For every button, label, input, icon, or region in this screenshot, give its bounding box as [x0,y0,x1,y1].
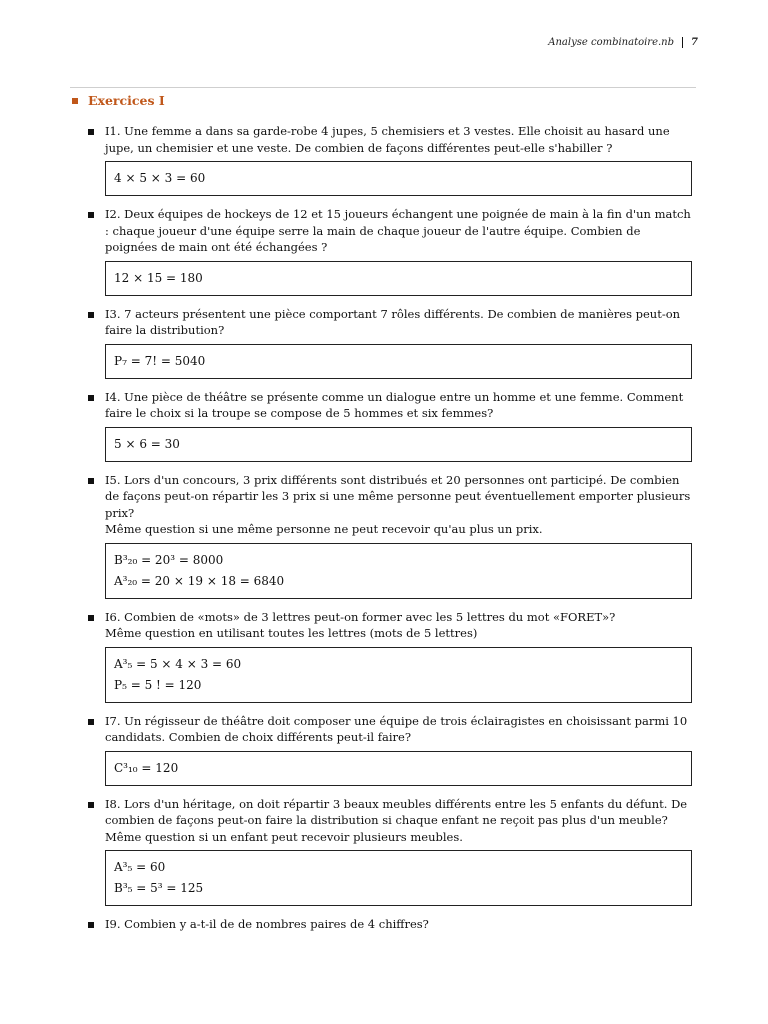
list-bullet [88,478,94,484]
list-bullet [88,312,94,318]
question-line: I7. Un régisseur de théâtre doit composer une équipe de trois éclairagistes en choisissant parmi 10 candidats. Combien de choix différents peut-il faire? [105,713,688,744]
answer-box [105,543,692,599]
exercise-item [88,713,692,786]
exercise-question [105,472,692,538]
question-line: I3. 7 acteurs présentent une pièce comportant 7 rôles différents. De combien de manières peut-on faire la distribution? [105,306,681,337]
answer-formula: A³₂₀ = 20 × 19 × 18 = 6840 [114,573,285,588]
exercise-question [105,389,692,422]
header-separator [682,37,683,48]
exercise-list [88,123,692,943]
answer-formula: P₅ = 5 ! = 120 [114,677,202,692]
answer-formula: B³₅ = 5³ = 125 [114,881,204,895]
exercise-item [88,472,692,599]
answer-box [105,427,692,462]
exercise-item [88,389,692,462]
page-number: 7 [691,37,698,48]
answer-formula: 5 × 6 = 30 [114,436,180,451]
exercise-question [105,796,692,846]
exercise-question [105,916,692,933]
answer-box [105,261,692,296]
section-bullet [72,98,78,104]
answer-formula: A³₅ = 60 [114,860,166,874]
answer-box [105,850,692,906]
question-line: I5. Lors d'un concours, 3 prix différents sont distribués et 20 personnes ont participé. De combien de façons peut-on répartir les 3 prix si une même personne peut éventuellement emporter plusieurs prix? [105,472,691,520]
question-line: Même question en utilisant toutes les lettres (mots de 5 lettres) [105,626,478,640]
exercise-item [88,123,692,196]
exercise-item [88,609,692,703]
question-line: I2. Deux équipes de hockeys de 12 et 15 joueurs échangent une poignée de main à la fin d'un match : chaque joueur d'une équipe serre la main de chaque joueur de l'autre équipe. Combien de poignées de main ont été échangées ? [105,207,691,254]
question-line: I6. Combien de «mots» de 3 lettres peut-on former avec les 5 lettres du mot «FORET»? [105,609,616,624]
question-line: I4. Une pièce de théâtre se présente comme un dialogue entre un homme et une femme. Comment faire le choix si la troupe se compose de 5 hommes et six femmes? [105,389,684,420]
list-bullet [88,802,94,808]
exercise-item [88,306,692,379]
exercise-item [88,206,692,296]
exercise-question [105,306,692,339]
list-bullet [88,719,94,725]
answer-formula: C³₁₀ = 120 [114,760,179,775]
answer-box [105,751,692,786]
list-bullet [88,212,94,218]
question-line: Même question si une même personne ne peut recevoir qu'au plus un prix. [105,522,543,536]
page-header [548,37,698,48]
file-title: Analyse combinatoire.nb [548,37,675,48]
list-bullet [88,395,94,401]
exercise-question [105,713,692,746]
answer-formula: B³₂₀ = 20³ = 8000 [114,552,224,567]
list-bullet [88,615,94,621]
answer-formula: A³₅ = 5 × 4 × 3 = 60 [114,656,242,671]
list-bullet [88,129,94,135]
answer-formula: 4 × 5 × 3 = 60 [114,171,206,185]
question-line: I8. Lors d'un héritage, on doit répartir 3 beaux meubles différents entre les 5 enfants du défunt. De combien de façons peut-on faire la distribution si chaque enfant ne reçoit pas plus d'un meuble? [105,796,688,827]
list-bullet [88,922,94,928]
answer-box [105,344,692,379]
question-line: Même question si un enfant peut recevoir plusieurs meubles. [105,829,463,844]
exercise-question [105,123,692,156]
question-line: I1. Une femme a dans sa garde-robe 4 jupes, 5 chemisiers et 3 vestes. Elle choisit au hasard une jupe, un chemisier et une veste. De combien de façons différentes peut-elle s'habiller ? [105,124,670,155]
exercise-question [105,609,692,642]
exercise-question [105,206,692,256]
exercise-item [88,916,692,933]
exercise-item [88,796,692,907]
answer-box [105,647,692,703]
question-line: I9. Combien y a-t-il de de nombres paires de 4 chiffres? [105,917,429,931]
answer-formula: 12 × 15 = 180 [114,270,203,285]
answer-box [105,161,692,196]
section-title: Exercices I [88,93,165,108]
header-rule [70,87,696,88]
section-heading [72,93,165,108]
answer-formula: P₇ = 7! = 5040 [114,353,206,368]
